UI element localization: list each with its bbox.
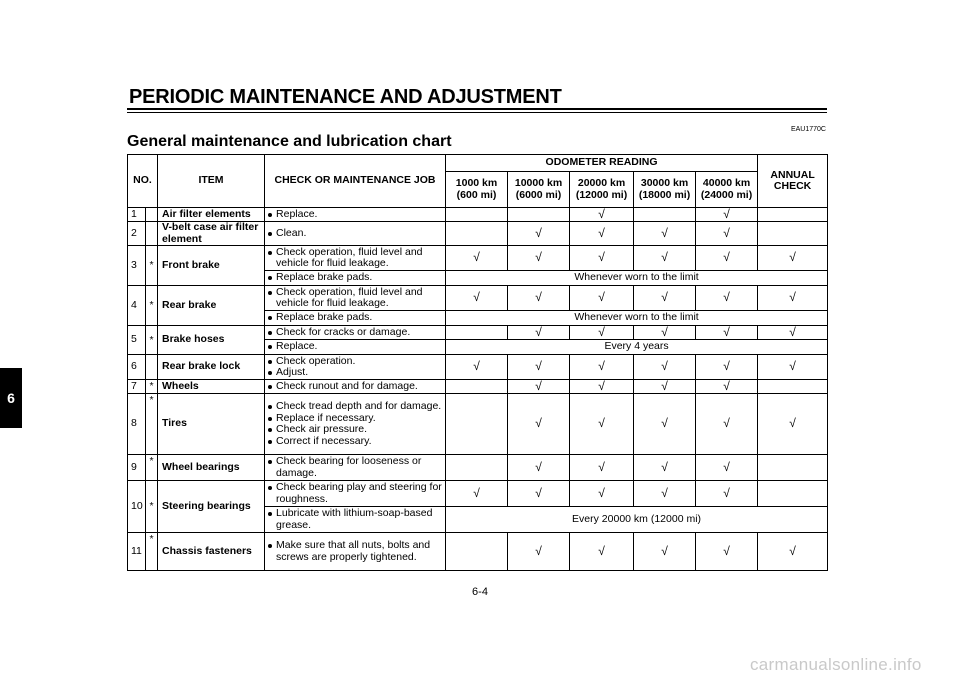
table-row: [128, 394, 828, 455]
annual-cell: [758, 355, 828, 380]
dealer-service-marker: [146, 355, 158, 380]
interval-cell-2: [508, 533, 570, 571]
bullet-icon: [268, 291, 272, 295]
table-row: [128, 380, 828, 394]
interval-cell-1: [446, 394, 508, 455]
interval-cell-1: [446, 481, 508, 507]
interval-cell-4: [634, 208, 696, 222]
interval-cell-3: [570, 208, 634, 222]
job-bullet: [268, 341, 443, 353]
row-number: 4: [128, 286, 146, 326]
interval-note: Every 4 years: [446, 340, 828, 355]
interval-cell-4: [634, 246, 696, 271]
row-number: 10: [128, 481, 146, 533]
chapter-tab: 6: [0, 368, 22, 428]
interval-cell-4: [634, 222, 696, 246]
job-cell: [265, 222, 446, 246]
item-name: Rear brake lock: [158, 355, 265, 380]
job-text: Check air pressure.: [276, 423, 368, 435]
job-cell: [265, 380, 446, 394]
bullet-icon: [268, 276, 272, 280]
table-row: [128, 533, 828, 571]
interval-cell-1: [446, 380, 508, 394]
table-row: [128, 481, 828, 507]
check-mark-icon: √: [661, 359, 668, 374]
interval-cell-1: [446, 246, 508, 271]
interval-cell-5: [696, 326, 758, 340]
annual-cell: [758, 208, 828, 222]
job-text: Check operation.: [276, 354, 356, 367]
dealer-service-marker: *: [146, 380, 158, 394]
job-cell: [265, 455, 446, 481]
job-cell: [265, 311, 446, 326]
check-mark-icon: √: [789, 250, 796, 265]
interval-cell-5: [696, 222, 758, 246]
table-row: [128, 208, 828, 222]
bullet-icon: [268, 385, 272, 389]
row-number: 5: [128, 326, 146, 355]
bullet-icon: [268, 360, 272, 364]
interval-cell-4: [634, 380, 696, 394]
job-text: Adjust.: [276, 366, 309, 378]
annual-cell: [758, 326, 828, 340]
annual-cell: [758, 455, 828, 481]
check-mark-icon: √: [535, 459, 542, 474]
job-bullet: [268, 247, 443, 270]
job-text: Check bearing for looseness or damage.: [276, 455, 422, 479]
bullet-icon: [268, 544, 272, 548]
page-number: 6-4: [472, 586, 488, 598]
interval-cell-1: [446, 208, 508, 222]
interval-cell-3: [570, 286, 634, 311]
job-text: Replace.: [276, 340, 318, 353]
check-mark-icon: √: [473, 359, 480, 374]
interval-cell-3: [570, 380, 634, 394]
bullet-icon: [268, 440, 272, 444]
interval-cell-1: [446, 286, 508, 311]
check-mark-icon: √: [723, 250, 730, 265]
job-text: Replace.: [276, 207, 318, 220]
annual-cell: [758, 286, 828, 311]
interval-note: Every 20000 km (12000 mi): [446, 507, 828, 533]
interval-cell-4: [634, 355, 696, 380]
item-name: Wheels: [158, 380, 265, 394]
check-mark-icon: √: [723, 459, 730, 474]
check-mark-icon: √: [789, 324, 796, 339]
row-number: 1: [128, 208, 146, 222]
header-km-1: 1000 km (600 mi): [446, 172, 508, 208]
job-bullet: [268, 367, 443, 379]
check-mark-icon: √: [661, 290, 668, 305]
job-bullet: [268, 424, 443, 436]
row-number: 9: [128, 455, 146, 481]
dealer-service-marker: *: [146, 533, 158, 571]
interval-cell-2: [508, 380, 570, 394]
section-title: General maintenance and lubrication chart: [127, 133, 452, 150]
check-mark-icon: √: [598, 485, 605, 500]
check-mark-icon: √: [723, 543, 730, 558]
header-odometer: ODOMETER READING: [446, 155, 758, 172]
job-cell: [265, 246, 446, 271]
item-name: Chassis fasteners: [158, 533, 265, 571]
row-number: 7: [128, 380, 146, 394]
item-name: Steering bearings: [158, 481, 265, 533]
dealer-service-marker: *: [146, 481, 158, 533]
check-mark-icon: √: [598, 225, 605, 240]
row-number: 3: [128, 246, 146, 286]
check-mark-icon: √: [535, 485, 542, 500]
bullet-icon: [268, 232, 272, 236]
annual-cell: [758, 533, 828, 571]
job-cell: [265, 326, 446, 340]
check-mark-icon: √: [598, 250, 605, 265]
maintenance-chart-table: [127, 154, 828, 571]
interval-cell-3: [570, 533, 634, 571]
row-number: 6: [128, 355, 146, 380]
check-mark-icon: √: [723, 324, 730, 339]
job-text: Check runout and for damage.: [276, 379, 418, 392]
interval-cell-5: [696, 355, 758, 380]
row-number: 2: [128, 222, 146, 246]
dealer-service-marker: *: [146, 246, 158, 286]
job-text: Check operation, fluid level and vehicle for fluid leakage.: [276, 245, 423, 269]
interval-cell-1: [446, 326, 508, 340]
annual-cell: [758, 222, 828, 246]
check-mark-icon: √: [661, 250, 668, 265]
job-cell: [265, 271, 446, 286]
annual-cell: [758, 394, 828, 455]
job-bullet: [268, 272, 443, 284]
dealer-service-marker: *: [146, 326, 158, 355]
row-number: 11: [128, 533, 146, 571]
check-mark-icon: √: [535, 324, 542, 339]
check-mark-icon: √: [535, 225, 542, 240]
job-bullet: [268, 381, 443, 393]
job-text: Make sure that all nuts, bolts and screws are properly tightened.: [276, 539, 431, 563]
job-cell: [265, 208, 446, 222]
check-mark-icon: √: [535, 250, 542, 265]
header-rule-thin: [127, 112, 827, 113]
interval-cell-4: [634, 394, 696, 455]
bullet-icon: [268, 213, 272, 217]
check-mark-icon: √: [661, 324, 668, 339]
job-text: Check for cracks or damage.: [276, 325, 411, 338]
job-text: Correct if necessary.: [276, 434, 372, 447]
check-mark-icon: √: [661, 543, 668, 558]
interval-cell-5: [696, 394, 758, 455]
check-mark-icon: √: [789, 416, 796, 431]
check-mark-icon: √: [723, 359, 730, 374]
job-text: Check operation, fluid level and vehicle for fluid leakage.: [276, 285, 423, 309]
job-text: Check bearing play and steering for roughness.: [276, 481, 442, 505]
interval-note: Whenever worn to the limit: [446, 271, 828, 286]
check-mark-icon: √: [661, 225, 668, 240]
job-bullet: [268, 508, 443, 531]
check-mark-icon: √: [789, 359, 796, 374]
item-name: V-belt case air filter element: [158, 222, 265, 246]
table-row: [128, 355, 828, 380]
item-name: Tires: [158, 394, 265, 455]
annual-cell: [758, 380, 828, 394]
bullet-icon: [268, 512, 272, 516]
check-mark-icon: √: [598, 324, 605, 339]
interval-cell-1: [446, 533, 508, 571]
table-header-row: [128, 155, 828, 172]
job-bullet: [268, 456, 443, 479]
interval-cell-4: [634, 286, 696, 311]
interval-cell-5: [696, 380, 758, 394]
bullet-icon: [268, 417, 272, 421]
interval-cell-4: [634, 481, 696, 507]
interval-cell-4: [634, 455, 696, 481]
header-job: CHECK OR MAINTENANCE JOB: [265, 155, 446, 208]
interval-cell-5: [696, 455, 758, 481]
item-name: Front brake: [158, 246, 265, 286]
header-km-3: 20000 km (12000 mi): [570, 172, 634, 208]
check-mark-icon: √: [598, 359, 605, 374]
interval-cell-2: [508, 455, 570, 481]
job-cell: [265, 394, 446, 455]
table-row: [128, 455, 828, 481]
job-bullet: [268, 312, 443, 324]
check-mark-icon: √: [661, 459, 668, 474]
check-mark-icon: √: [723, 416, 730, 431]
header-km-4: 30000 km (18000 mi): [634, 172, 696, 208]
job-text: Replace brake pads.: [276, 311, 373, 324]
interval-cell-2: [508, 355, 570, 380]
check-mark-icon: √: [598, 416, 605, 431]
header-km-5: 40000 km (24000 mi): [696, 172, 758, 208]
check-mark-icon: √: [661, 416, 668, 431]
job-bullet: [268, 287, 443, 310]
job-cell: [265, 507, 446, 533]
job-text: Clean.: [276, 226, 307, 239]
annual-cell: [758, 481, 828, 507]
header-rule: [127, 108, 827, 110]
header-no: NO.: [128, 155, 158, 208]
interval-cell-5: [696, 246, 758, 271]
interval-cell-3: [570, 455, 634, 481]
check-mark-icon: √: [661, 485, 668, 500]
check-mark-icon: √: [473, 485, 480, 500]
item-name: Brake hoses: [158, 326, 265, 355]
interval-cell-2: [508, 208, 570, 222]
check-mark-icon: √: [723, 290, 730, 305]
bullet-icon: [268, 251, 272, 255]
interval-cell-1: [446, 455, 508, 481]
document-code: EAU1770C: [790, 126, 826, 133]
check-mark-icon: √: [535, 359, 542, 374]
job-cell: [265, 286, 446, 311]
interval-note: Whenever worn to the limit: [446, 311, 828, 326]
bullet-icon: [268, 345, 272, 349]
table-row: [128, 222, 828, 246]
interval-cell-2: [508, 246, 570, 271]
job-cell: [265, 533, 446, 571]
bullet-icon: [268, 371, 272, 375]
interval-cell-3: [570, 394, 634, 455]
check-mark-icon: √: [789, 543, 796, 558]
row-number: 8: [128, 394, 146, 455]
job-text: Replace brake pads.: [276, 271, 373, 284]
table-row: [128, 326, 828, 340]
interval-cell-3: [570, 355, 634, 380]
job-bullet: [268, 228, 443, 240]
check-mark-icon: √: [723, 206, 730, 221]
job-bullet: [268, 540, 443, 563]
annual-cell: [758, 246, 828, 271]
item-name: Air filter elements: [158, 208, 265, 222]
bullet-icon: [268, 316, 272, 320]
check-mark-icon: √: [473, 290, 480, 305]
interval-cell-2: [508, 286, 570, 311]
interval-cell-3: [570, 326, 634, 340]
job-cell: [265, 340, 446, 355]
check-mark-icon: √: [789, 290, 796, 305]
job-bullet: [268, 482, 443, 505]
job-cell: [265, 355, 446, 380]
interval-cell-4: [634, 533, 696, 571]
job-bullet: [268, 209, 443, 221]
check-mark-icon: √: [723, 485, 730, 500]
job-bullet: [268, 436, 443, 448]
interval-cell-2: [508, 222, 570, 246]
check-mark-icon: √: [535, 290, 542, 305]
check-mark-icon: √: [598, 206, 605, 221]
header-item: ITEM: [158, 155, 265, 208]
table-row: [128, 286, 828, 311]
interval-cell-4: [634, 326, 696, 340]
interval-cell-2: [508, 326, 570, 340]
table-row: [128, 246, 828, 271]
job-bullet: [268, 401, 443, 413]
interval-cell-3: [570, 481, 634, 507]
interval-cell-1: [446, 222, 508, 246]
bullet-icon: [268, 405, 272, 409]
check-mark-icon: √: [535, 416, 542, 431]
dealer-service-marker: *: [146, 286, 158, 326]
interval-cell-5: [696, 533, 758, 571]
job-text: Lubricate with lithium-soap-based grease.: [276, 507, 433, 531]
job-text: Replace if necessary.: [276, 411, 376, 424]
check-mark-icon: √: [598, 459, 605, 474]
header-annual: ANNUAL CHECK: [758, 155, 828, 208]
page-header-title: PERIODIC MAINTENANCE AND ADJUSTMENT: [129, 86, 562, 108]
interval-cell-5: [696, 286, 758, 311]
dealer-service-marker: [146, 222, 158, 246]
dealer-service-marker: *: [146, 394, 158, 455]
interval-cell-2: [508, 481, 570, 507]
item-name: Wheel bearings: [158, 455, 265, 481]
check-mark-icon: √: [598, 378, 605, 393]
bullet-icon: [268, 486, 272, 490]
interval-cell-2: [508, 394, 570, 455]
interval-cell-3: [570, 246, 634, 271]
bullet-icon: [268, 428, 272, 432]
bullet-icon: [268, 460, 272, 464]
check-mark-icon: √: [723, 225, 730, 240]
job-cell: [265, 481, 446, 507]
item-name: Rear brake: [158, 286, 265, 326]
check-mark-icon: √: [535, 543, 542, 558]
job-bullet: [268, 327, 443, 339]
job-text: Check tread depth and for damage.: [276, 400, 442, 412]
dealer-service-marker: *: [146, 455, 158, 481]
check-mark-icon: √: [598, 290, 605, 305]
check-mark-icon: √: [661, 378, 668, 393]
check-mark-icon: √: [473, 250, 480, 265]
bullet-icon: [268, 331, 272, 335]
check-mark-icon: √: [535, 378, 542, 393]
dealer-service-marker: [146, 208, 158, 222]
interval-cell-3: [570, 222, 634, 246]
check-mark-icon: √: [723, 378, 730, 393]
interval-cell-5: [696, 208, 758, 222]
interval-cell-1: [446, 355, 508, 380]
check-mark-icon: √: [598, 543, 605, 558]
interval-cell-5: [696, 481, 758, 507]
watermark: carmanualsonline.info: [750, 655, 922, 674]
header-km-2: 10000 km (6000 mi): [508, 172, 570, 208]
